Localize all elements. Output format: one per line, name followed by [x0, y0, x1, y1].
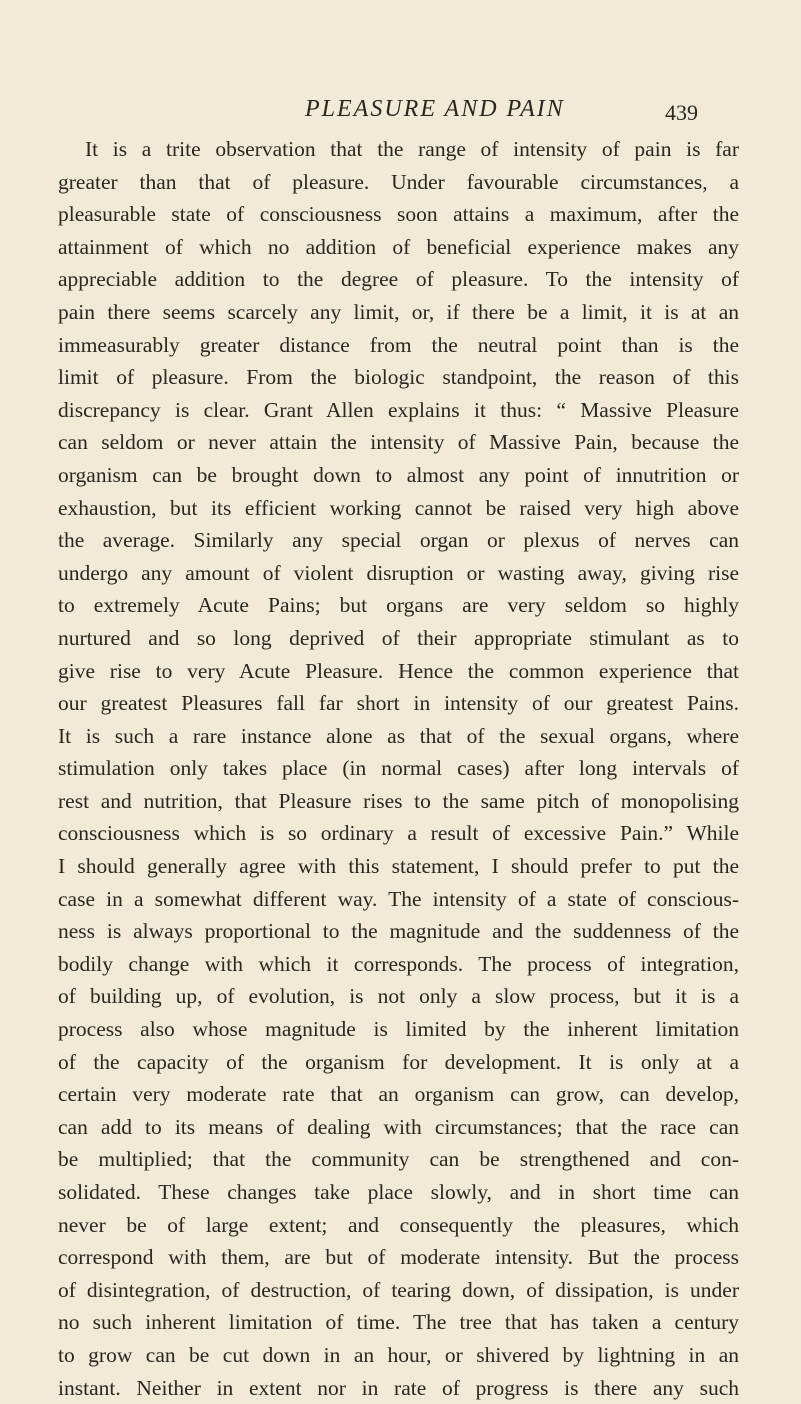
text-line: instant. Neither in extent nor in rate of progress is there any such	[58, 1375, 739, 1400]
text-line: certain very moderate rate that an organism can grow, can develop,	[58, 1082, 739, 1107]
text-line: attainment of which no addition of beneficial experience makes any	[58, 234, 739, 259]
text-line: be multiplied; that the community can be strengthened and con-	[58, 1147, 739, 1172]
text-line: of the capacity of the organism for development. It is only at a	[58, 1049, 739, 1074]
running-title: PLEASURE AND PAIN	[305, 96, 565, 122]
text-line: I should generally agree with this statement, I should prefer to put the	[58, 854, 739, 879]
text-line: pain there seems scarcely any limit, or, if there be a limit, it is at an	[58, 299, 739, 324]
page-number: 439	[665, 100, 698, 125]
text-line: discrepancy is clear. Grant Allen explains it thus: “ Massive Pleasure	[58, 397, 739, 422]
text-line: the average. Similarly any special organ or plexus of nerves can	[58, 528, 739, 553]
text-line: never be of large extent; and consequently the pleasures, which	[58, 1212, 739, 1237]
text-line: of disintegration, of destruction, of tearing down, of dissipation, is under	[58, 1277, 739, 1302]
text-line: correspond with them, are but of moderate intensity. But the process	[58, 1245, 739, 1270]
running-head	[0, 96, 801, 136]
text-line: can add to its means of dealing with circumstances; that the race can	[58, 1114, 739, 1139]
text-line: rest and nutrition, that Pleasure rises to the same pitch of monopolising	[58, 788, 739, 813]
text-line: ness is always proportional to the magnitude and the suddenness of the	[58, 919, 739, 944]
text-line: exhaustion, but its efficient working cannot be raised very high above	[58, 495, 739, 520]
text-line: It is such a rare instance alone as that of the sexual organs, where	[58, 723, 739, 748]
body-text	[58, 133, 739, 1404]
text-line: to extremely Acute Pains; but organs are very seldom so highly	[58, 593, 739, 618]
text-line: of building up, of evolution, is not only a slow process, but it is a	[58, 984, 739, 1009]
text-line: greater than that of pleasure. Under favourable circumstances, a	[58, 169, 739, 194]
text-line: limit of pleasure. From the biologic standpoint, the reason of this	[58, 365, 739, 390]
text-line: case in a somewhat different way. The intensity of a state of conscious-	[58, 886, 739, 911]
text-line: pleasurable state of consciousness soon attains a maximum, after the	[58, 202, 739, 227]
text-line: stimulation only takes place (in normal cases) after long intervals of	[58, 756, 739, 781]
text-line: can seldom or never attain the intensity of Massive Pain, because the	[58, 430, 739, 455]
text-line: immeasurably greater distance from the neutral point than is the	[58, 332, 739, 357]
text-line: undergo any amount of violent disruption or wasting away, giving rise	[58, 560, 739, 585]
text-line: give rise to very Acute Pleasure. Hence the common experience that	[58, 658, 739, 683]
text-line: nurtured and so long deprived of their appropriate stimulant as to	[58, 625, 739, 650]
text-line: bodily change with which it corresponds. The process of integration,	[58, 951, 739, 976]
text-line: no such inherent limitation of time. The tree that has taken a century	[58, 1310, 739, 1335]
text-line: consciousness which is so ordinary a result of excessive Pain.” While	[58, 821, 739, 846]
text-line: It is a trite observation that the range of intensity of pain is far	[85, 137, 739, 161]
text-line: process also whose magnitude is limited by the inherent limitation	[58, 1017, 739, 1042]
text-line: organism can be brought down to almost any point of innutrition or	[58, 462, 739, 487]
text-line: our greatest Pleasures fall far short in intensity of our greatest Pains.	[58, 691, 739, 716]
text-line: appreciable addition to the degree of pleasure. To the intensity of	[58, 267, 739, 292]
text-line: to grow can be cut down in an hour, or shivered by lightning in an	[58, 1342, 739, 1367]
text-line: solidated. These changes take place slowly, and in short time can	[58, 1180, 739, 1204]
